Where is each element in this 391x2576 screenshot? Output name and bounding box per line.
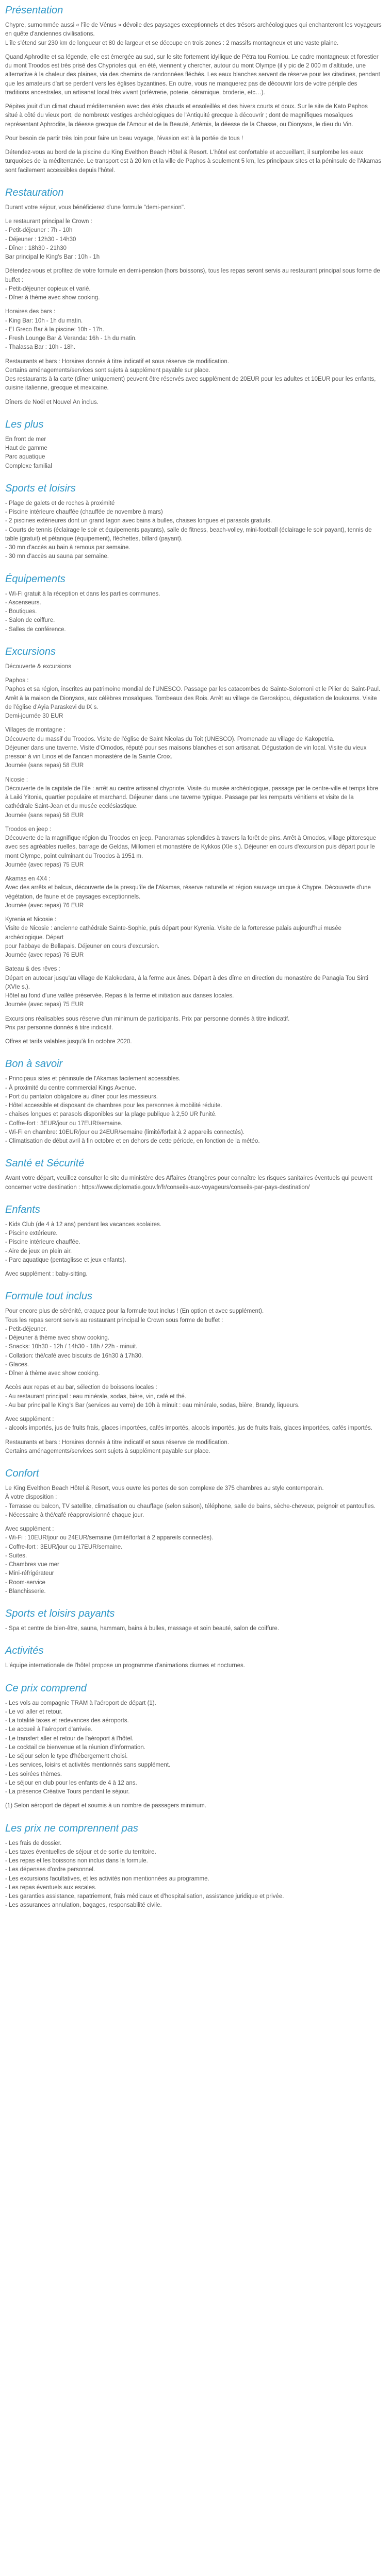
section-paragraph — [5, 204, 382, 212]
section-paragraph — [5, 1075, 382, 1146]
text-line: Bar principal le King's Bar : 10h - 1h — [5, 254, 100, 260]
section-paragraph — [5, 398, 382, 407]
text-line: - Spa et centre de bien-être, sauna, hammam, bains à bulles, massage et soin beauté, salon de coiffure. — [5, 1625, 280, 1632]
text-line: - Hôtel accessible et disposant de chambres pour les personnes à mobilité réduite. — [5, 1103, 222, 1109]
text-line: - Les dépenses d'ordre personnel. — [5, 1867, 95, 1873]
section-paragraph — [5, 103, 382, 129]
text-line: Certains aménagements/services sont sujets à supplément payable sur place. — [5, 1448, 210, 1454]
text-line: - Au bar principal le King's Bar (services au verre) de 10h à minuit : eau minérale, sodas, bière, Brandy, liqueurs. — [5, 1402, 300, 1409]
text-line: Journée (sans repas) 58 EUR — [5, 762, 84, 769]
section-paragraph — [5, 726, 382, 770]
text-line: Des restaurants à la carte (dîner uniquement) peuvent être réservés avec supplément de 20EUR pour les adultes et 10EUR pour les enfants, cuisine italienne, grecque et mexicaine. — [5, 376, 376, 392]
section-paragraph — [5, 1383, 382, 1410]
text-line: Paphos : — [5, 677, 29, 684]
section-title: Les prix ne comprennent pas — [5, 1822, 138, 1834]
section-paragraph — [5, 1839, 382, 1910]
text-line: Horaires des bars : — [5, 309, 56, 315]
text-line: - Le cocktail de bienvenue et la réunion d'information. — [5, 1744, 145, 1751]
text-line: Détendez-vous au bord de la piscine du King Evelthon Beach Hôtel & Resort. L'hôtel est confortable et accueillant, il surplombe les eaux turquoises de la méditerranée. Le transport est à 20 km et la ville de Paphos à seulement 5 km, les principaux sites et la péninsule de l'Akamas sont facilement accessibles depuis l'hôtel. — [5, 149, 382, 174]
text-line: pour l'abbaye de Bellapais. Déjeuner en cours d'excursion. — [5, 943, 160, 950]
text-line: - Le séjour en club pour les enfants de 4 à 12 ans. — [5, 1780, 137, 1786]
text-line: Excursions réalisables sous réserve d'un minimum de participants. Prix par personne donnés à titre indicatif. — [5, 1015, 290, 1022]
text-line: Tous les repas seront servis au restaurant principal le Crown sous forme de buffet : — [5, 1317, 223, 1324]
text-line: Le restaurant principal le Crown : — [5, 218, 92, 225]
text-line: - Les assurances annulation, bagages, responsabilité civile. — [5, 1902, 162, 1909]
text-line: - Ascenseurs. — [5, 599, 41, 606]
section-paragraph — [5, 1802, 382, 1810]
text-line: - Room-service — [5, 1579, 45, 1586]
text-line: - Petit-déjeuner : 7h - 10h — [5, 227, 73, 234]
text-line: Pépites jouit d'un climat chaud méditerranéen avec des étés chauds et ensoleillés et des hivers courts et doux. Sur le site de Kato Paphos situé à côté du vieux port, de nombreux vestiges archéologiques de l'Antiquité grecque à découvrir ; dont de magnifiques mosaïques représentant Aphrodite, la déesse grecque de l'Amour et de la Beauté, Artémis, la déesse de la Chasse, ou Dionysos, le dieu du Vin. — [5, 104, 368, 128]
text-line: Détendez-vous et profitez de votre formule en demi-pension (hors boissons), tous les repas seront servis au restaurant principal sous forme de buffet : — [5, 268, 380, 283]
text-line: - alcools importés, jus de fruits frais, glaces importées, cafés importés, alcools importés, jus de fruits frais, glaces importées, cafés importés. — [5, 1425, 372, 1432]
text-line: - Dîner à thème avec show cooking. — [5, 295, 100, 301]
section-paragraph — [5, 1221, 382, 1265]
text-line: Avec supplément : — [5, 1526, 54, 1532]
text-line: - King Bar: 10h - 1h du matin. — [5, 317, 83, 324]
text-line: - Les repas et les boissons non inclus dans la formule. — [5, 1858, 148, 1864]
section-paragraph — [5, 267, 382, 302]
section-title: Activités — [5, 1645, 44, 1657]
text-line: Pour besoin de partir très loin pour faire un beau voyage, l'évasion est à la portée de tous ! — [5, 135, 243, 142]
section-paragraph — [5, 1525, 382, 1596]
section-paragraph — [5, 776, 382, 820]
section-title: Restauration — [5, 187, 64, 198]
text-line: Bateau & des rêves : — [5, 966, 60, 973]
text-line: - À proximité du centre commercial Kings Avenue. — [5, 1084, 137, 1091]
section-title: Sports et loisirs payants — [5, 1608, 115, 1619]
text-line: Avec supplément : baby-sitting. — [5, 1271, 88, 1277]
text-line: Chypre, surnommée aussi « l'île de Vénus » dévoile des paysages exceptionnels et des trésors archéologiques qui enchanteront les voyageurs en quête d'anciennes civilisations. — [5, 22, 382, 38]
text-line: Journée (sans repas) 58 EUR — [5, 812, 84, 819]
section-paragraph — [5, 916, 382, 960]
text-line: Journée (avec repas) 75 EUR — [5, 861, 84, 868]
text-line: - 2 piscines extérieures dont un grand lagon avec bains à bulles, chaises longues et parasols gratuits. — [5, 518, 272, 524]
text-line: - Les garanties assistance, rapatriement, frais médicaux et d'hospitalisation, assistance juridique et privée. — [5, 1893, 284, 1900]
text-line: - Glaces. — [5, 1361, 29, 1368]
text-line: - Climatisation de début avril à fin octobre et en dehors de cette période, en fonction de la météo. — [5, 1138, 260, 1144]
section-paragraph — [5, 21, 382, 48]
section-title: Confort — [5, 1468, 39, 1479]
text-line: Départ en autocar jusqu'au village de Kalokedara, à la ferme aux ânes. Départ à des dîme en direction du monastère de Panagia Tou Sinti (XVIe s.). — [5, 975, 368, 990]
text-line: - Les soirées thèmes. — [5, 1771, 62, 1777]
text-line: - Kids Club (de 4 à 12 ans) pendant les vacances scolaires. — [5, 1221, 161, 1228]
text-line: Découverte de la magnifique région du Troodos en jeep. Panoramas splendides à travers la forêt de pins. Arrêt à Omodos, village pittoresque avec ses agréables ruelles, barrage de Geldas, Millomeri et monastère de Kykkos (XIe s.). Déjeuner en cours d'excursion puis départ pour le mont Olympe, point culminant du Troodos à 1951 m. — [5, 835, 377, 859]
text-line: Découverte du massif du Troodos. Visite de l'église de Saint Nicolas du Toit (UNESCO). Promenade au village de Kakopetria. — [5, 736, 335, 742]
text-line: - Coffre-fort : 3EUR/jour ou 17EUR/semaine. — [5, 1544, 123, 1550]
text-line: - Le accueil à l'aéroport d'arrivée. — [5, 1726, 93, 1733]
text-line: L'île s'étend sur 230 km de longueur et 80 de largeur et se découpe en trois zones : 2 massifs montagneux et une vaste plaine. — [5, 40, 339, 46]
text-line: À votre disposition : — [5, 1494, 57, 1501]
text-line: - Les repas éventuels aux escales. — [5, 1884, 97, 1891]
text-line: Paphos et sa région, inscrites au patrimoine mondial de l'UNESCO. Passage par les catacombes de Sainte-Solomoni et le Pilier de Saint-Paul. Arrêt à la maison de Dionysos, aux célèbres mosaïques. Tombeaux des Rois. Arrêt au village de Geroskipou, dégustation de loukoums. Visite de l'église d'Ayia Paraskevi du IX s. — [5, 686, 381, 710]
text-line: - Wi-Fi : 10EUR/jour ou 24EUR/semaine (limité/forfait à 2 appareils connectés). — [5, 1535, 214, 1541]
section-paragraph — [5, 308, 382, 352]
section-title: Excursions — [5, 646, 56, 657]
text-line: Durant votre séjour, vous bénéficierez d'une formule "demi-pension". — [5, 204, 186, 211]
text-line: - Aire de jeux en plein air. — [5, 1248, 72, 1255]
section-paragraph — [5, 1015, 382, 1033]
text-line: - Suites. — [5, 1552, 27, 1559]
section-title: Formule tout inclus — [5, 1291, 92, 1302]
text-line: Le King Evelthon Beach Hôtel & Resort, vous ouvre les portes de son complexe de 375 chambres au style contemporain. — [5, 1485, 324, 1492]
text-line: Hôtel au fond d'une vallée préservée. Repas à la ferme et initiation aux danses locales. — [5, 993, 234, 999]
text-line: Journée (avec repas) 76 EUR — [5, 952, 84, 958]
text-line: - 30 mn d'accès au sauna par semaine. — [5, 553, 109, 560]
section-paragraph — [5, 134, 382, 143]
text-line: Parc aquatique — [5, 454, 45, 461]
text-line: Complexe familial — [5, 463, 52, 469]
text-line: Visite de Nicosie : ancienne cathédrale Sainte-Sophie, puis départ pour Kyrenia. Visite de la forteresse palais aujourd'hui musée archéologique. Départ — [5, 925, 341, 941]
text-line: Kyrenia et Nicosie : — [5, 917, 57, 923]
text-line: Avant votre départ, veuillez consulter le site du ministère des Affaires étrangères pour connaître les risques sanitaires éventuels qui peuvent concerner votre destination : https://www.diplomatie.gouv.fr/fr/conseils-aux-voyageurs/conseils-par-pays-destination/ — [5, 1175, 372, 1191]
section-paragraph — [5, 1662, 382, 1670]
section-paragraph — [5, 1699, 382, 1797]
section-title: Enfants — [5, 1204, 40, 1215]
section-paragraph — [5, 1307, 382, 1378]
text-line: - La totalité taxes et redevances des aéroports. — [5, 1718, 129, 1724]
text-line: Quand Aphrodite et sa légende, elle est émergée au sud, sur le site fortement idyllique de Pétra tou Romiou. Le cadre montagneux et forestier du mont Troodos est très prisé des Chypriotes qui, en été, viennent y chercher, autour du mont Olympe (il y pic de 2 000 m d'altitude, une alternative à la chaleur des plaines, via des chemins de randonnées fléchés. Les eaux blanches servent de réserve pour les citadines, pendant que les amateurs d'art se perdent vers les églises byzantines. En outre, vous ne manquerez pas de découvrir lors de votre périple des traditions ancestrales, un artisanat local très vivant (orfèvrerie, poterie, céramique, broderie, etc…). — [5, 54, 380, 96]
text-line: - Wi-Fi en chambre: 10EUR/jour ou 24EUR/semaine (limité/forfait à 2 appareils connectés). — [5, 1129, 245, 1136]
section-paragraph — [5, 965, 382, 1009]
text-line: Journée (avec repas) 76 EUR — [5, 902, 84, 909]
text-line: Villages de montagne : — [5, 727, 66, 734]
text-line: - Fresh Lounge Bar & Veranda: 16h - 1h du matin. — [5, 335, 137, 342]
text-line: - Les vols au compagnie TRAM à l'aéroport de départ (1). — [5, 1700, 156, 1706]
text-line: - Mini-réfrigérateur — [5, 1570, 54, 1577]
text-line: - Déjeuner à thème avec show cooking. — [5, 1335, 109, 1341]
section-paragraph — [5, 53, 382, 97]
text-line: Accès aux repas et au bar, sélection de boissons locales : — [5, 1384, 157, 1391]
text-line: Offres et tarifs valables jusqu'à fin octobre 2020. — [5, 1039, 132, 1045]
text-line: - 30 mn d'accès au bain à remous par semaine. — [5, 545, 131, 551]
text-line: Découverte de la capitale de l'île : arrêt au centre artisanal chypriote. Visite du musée archéologique, passage par le centre-ville et temps libre à Laiki Yitonia, quartier populaire et marchand. Déjeuner dans une taverne typique. Passage par les remparts vénitiens et visite de la cathédrale Saint-Jean et du musée ecclésiastique. — [5, 785, 379, 810]
text-line: Dîners de Noël et Nouvel An inclus. — [5, 399, 99, 405]
text-line: Restaurants et bars : Horaires donnés à titre indicatif et sous réserve de modification. — [5, 358, 230, 365]
text-line: - Les frais de dossier. — [5, 1840, 62, 1846]
text-line: - Les taxes éventuelles de séjour et de sortie du territoire. — [5, 1849, 156, 1855]
text-line: - Parc aquatique (pentaglisse et jeux enfants). — [5, 1257, 126, 1263]
section-paragraph — [5, 663, 382, 671]
text-line: - chaises longues et parasols disponibles sur la plage publique à 2,50 UR l'unité. — [5, 1111, 217, 1118]
section-paragraph — [5, 358, 382, 393]
text-line: - El Greco Bar à la piscine: 10h - 17h. — [5, 326, 104, 333]
section-paragraph — [5, 1270, 382, 1279]
text-line: Avec supplément : — [5, 1416, 54, 1422]
section-paragraph — [5, 1174, 382, 1192]
text-line: - Petit-déjeuner copieux et varié. — [5, 285, 91, 292]
text-line: - Collation: thé/café avec biscuits de 16h30 à 17h30. — [5, 1352, 143, 1359]
text-line: - Courts de tennis (éclairage le soir et équipements payants), salle de fitness, beach-volley, mini-football (éclairage le soir payant), tennis de table (gratuit) et pétanque (équipement), fléchettes, billard (payant). — [5, 527, 372, 542]
text-line: - Boutiques. — [5, 608, 37, 615]
text-line: Restaurants et bars : Horaires donnés à titre indicatif et sous réserve de modification. — [5, 1439, 230, 1446]
text-line: - Chambres vue mer — [5, 1562, 59, 1568]
text-line: - Les services, loisirs et activités mentionnés sans supplément. — [5, 1762, 171, 1769]
text-line: L'équipe internationale de l'hôtel propose un programme d'animations diurnes et nocturnes. — [5, 1663, 245, 1669]
text-line: - Principaux sites et péninsule de l'Akamas facilement accessibles. — [5, 1076, 181, 1082]
text-line: - Snacks: 10h30 - 12h / 14h30 - 18h / 22h - minuit. — [5, 1344, 138, 1350]
text-line: - Piscine intérieure chauffée (chauffée de novembre à mars) — [5, 509, 163, 515]
section-title: Sports et loisirs — [5, 482, 76, 494]
text-line: Akamas en 4X4 : — [5, 876, 51, 882]
text-line: Prix par personne donnés à titre indicatif. — [5, 1024, 113, 1031]
text-line: - Dîner à thème avec show cooking. — [5, 1370, 100, 1377]
text-line: - La présence Créative Tours pendant le séjour. — [5, 1789, 130, 1795]
text-line: - Le séjour selon le type d'hébergement choisi. — [5, 1753, 128, 1759]
text-line: - Wi-Fi gratuit à la réception et dans les parties communes. — [5, 590, 160, 597]
text-line: - Petit-déjeuner. — [5, 1326, 47, 1332]
text-line: Journée (avec repas) 75 EUR — [5, 1002, 84, 1008]
text-line: Troodos en jeep : — [5, 826, 52, 833]
section-paragraph — [5, 1415, 382, 1433]
section-title: Présentation — [5, 5, 63, 16]
section-title: Ce prix comprend — [5, 1682, 87, 1694]
text-line: - Au restaurant principal : eau minérale, sodas, bière, vin, café et thé. — [5, 1393, 186, 1400]
text-line: - Salles de conférence. — [5, 626, 66, 633]
text-line: Avec des arrêts et balcus, découverte de la presqu'île de l'Akamas, réserve naturelle et région sauvage unique à Chypre. Découverte d'une végétation, de faune et de paysages exceptionnels. — [5, 885, 371, 900]
text-line: - Port du pantalon obligatoire au dîner pour les messieurs. — [5, 1093, 158, 1100]
text-line: En front de mer — [5, 436, 46, 443]
section-title: Bon à savoir — [5, 1058, 63, 1070]
text-line: (1) Selon aéroport de départ et soumis à un nombre de passagers minimum. — [5, 1803, 206, 1809]
section-paragraph — [5, 825, 382, 870]
text-line: Pour encore plus de sérénité, craquez pour la formule tout inclus ! (En option et avec supplément). — [5, 1308, 264, 1315]
section-title: Les plus — [5, 418, 44, 430]
text-line: Demi-journée 30 EUR — [5, 713, 63, 719]
section-title: Santé et Sécurité — [5, 1158, 85, 1170]
section-paragraph — [5, 435, 382, 471]
section-paragraph — [5, 1038, 382, 1046]
text-line: Découverte & excursions — [5, 663, 71, 670]
text-line: Déjeuner dans une taverne. Visite d'Omodos, réputé pour ses maisons blanches et son artisanat. Dégustation de vin local. Visite du vieux pressoir à vin Linos et de l'ancien monastère de la Sainte Croix. — [5, 744, 367, 760]
text-line: Certains aménagements/services sont sujets à supplément payable sur place. — [5, 367, 210, 374]
section-paragraph — [5, 1438, 382, 1456]
text-line: - Nécessaire à thé/café réapprovisionné chaque jour. — [5, 1512, 144, 1518]
text-line: - Les excursions facultatives, et les activités non mentionnées au programme. — [5, 1875, 209, 1882]
text-line: - Dîner : 18h30 - 21h30 — [5, 245, 67, 251]
text-line: - Terrasse ou balcon, TV satellite, climatisation ou chauffage (selon saison), téléphone, salle de bains, sèche-cheveux, peignoir et pantoufles. — [5, 1503, 376, 1510]
section-paragraph — [5, 1624, 382, 1633]
section-paragraph — [5, 1484, 382, 1520]
text-line: - Salon de coiffure. — [5, 617, 55, 624]
text-line: - Thalassa Bar : 10h - 18h. — [5, 344, 75, 351]
section-paragraph — [5, 590, 382, 634]
section-paragraph — [5, 217, 382, 262]
text-line: - Coffre-fort : 3EUR/jour ou 17EUR/semaine. — [5, 1120, 123, 1127]
text-line: - Déjeuner : 12h30 - 14h30 — [5, 236, 76, 243]
text-line: Haut de gamme — [5, 445, 47, 451]
text-line: - Plage de galets et de roches à proximité — [5, 500, 115, 506]
section-paragraph — [5, 499, 382, 562]
section-paragraph — [5, 676, 382, 721]
text-line: - Blanchisserie. — [5, 1588, 46, 1595]
text-line: Nicosie : — [5, 776, 28, 783]
section-paragraph — [5, 148, 382, 175]
section-paragraph — [5, 875, 382, 910]
text-line: - Piscine extérieure. — [5, 1230, 58, 1236]
text-line: - Piscine intérieure chauffée. — [5, 1239, 80, 1246]
section-title: Équipements — [5, 573, 66, 585]
text-line: - Le vol aller et retour. — [5, 1708, 63, 1715]
text-line: - Le transfert aller et retour de l'aéroport à l'hôtel. — [5, 1735, 134, 1742]
